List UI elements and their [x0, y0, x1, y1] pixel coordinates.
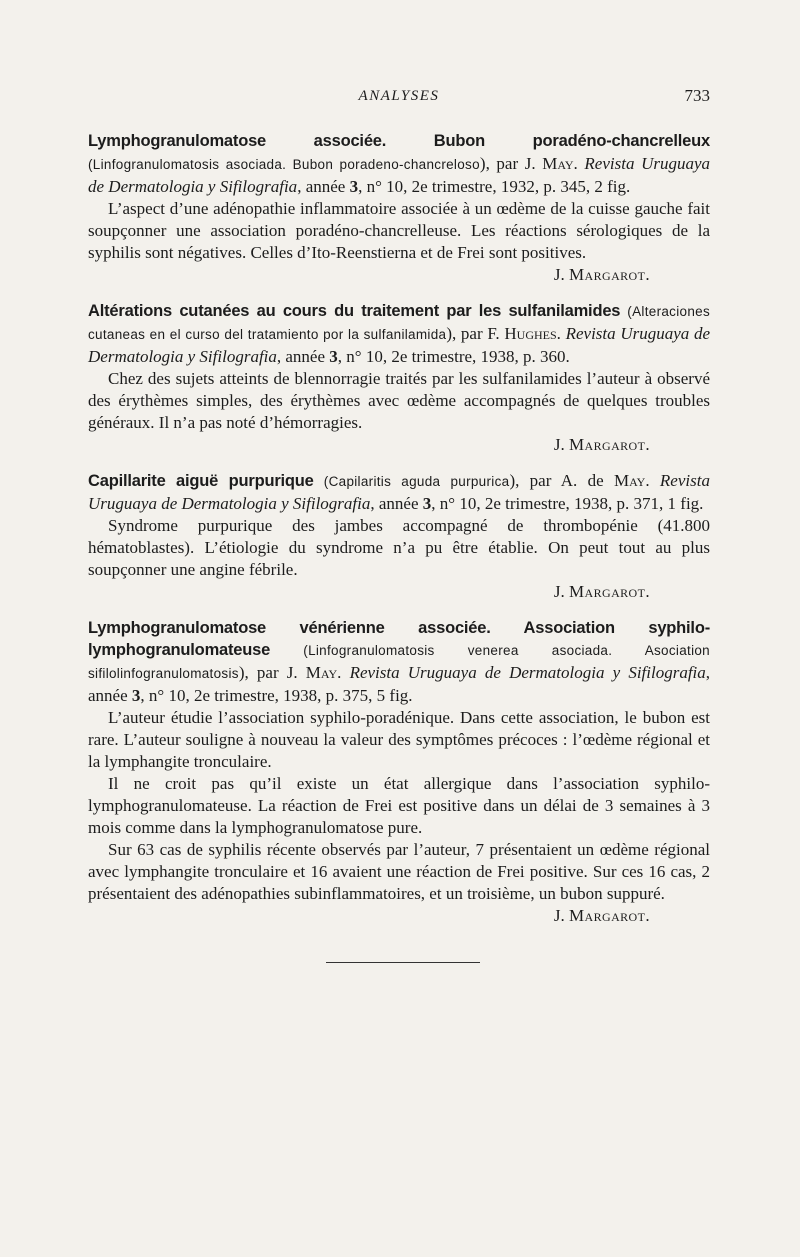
- spanish-title: Capilaritis aguda purpurica: [328, 474, 510, 489]
- spanish-title: Alteraciones cutaneas en el curso del tratamiento por la sulfanilamida: [88, 304, 710, 342]
- signature-initial: J.: [553, 582, 565, 601]
- abstract-paragraph: Syndrome purpurique des jambes accompagné de thrombopénie (41.800 hématoblastes). L’étiologie du syndrome n’a pu être établie. On peut tout au plus soupçonner une angine fébrile.: [88, 516, 710, 579]
- abstract-body: [88, 707, 710, 905]
- signature-initial: J.: [553, 906, 565, 925]
- page-number: 733: [684, 86, 710, 105]
- citation-details: , n° 10, 2e trimestre, 1938, p. 375, 5 fig.: [140, 686, 413, 705]
- abstract-entry: [88, 130, 710, 286]
- translation-open: (: [270, 643, 309, 658]
- abstract-paragraph: Il ne croit pas qu’il existe un état allergique dans l’association syphilo-lymphogranulomateuse. La réaction de Frei est positive dans un délai de 3 semaines à 3 mois comme dans la lymphogranulomatose pure.: [88, 774, 710, 837]
- translation-open: (: [88, 157, 93, 172]
- translation-close: ), par F.: [446, 324, 505, 343]
- end-rule: [326, 962, 480, 963]
- signature-initial: J.: [553, 435, 565, 454]
- annee-label: , année: [88, 663, 711, 705]
- abstract-paragraph: L’auteur étudie l’association syphilo-poradénique. Dans cette association, le bubon est rare. L’auteur souligne à nouveau la valeur des symptômes précoces : l’œdème régional et la lymphangite tronculaire.: [88, 708, 710, 771]
- author-name: Hughes.: [504, 324, 561, 343]
- signature-name: Margarot.: [569, 435, 650, 454]
- abstract-entry: [88, 617, 710, 927]
- translation-open: (: [313, 474, 329, 489]
- abstract-entry: [88, 470, 710, 603]
- section-title: ANALYSES: [358, 88, 440, 104]
- journal-name: Revista Uruguaya de Dermatologia y Sifilografia: [88, 471, 710, 513]
- signature-name: Margarot.: [569, 582, 650, 601]
- entry-heading: [88, 617, 710, 707]
- article-title: Capillarite aiguë purpurique: [88, 472, 314, 490]
- abstract-paragraph: Sur 63 cas de syphilis récente observés par l’auteur, 7 présentaient un œdème régional avec lymphangite tronculaire et 16 avaient une réaction de Frei positive. Sur ces 16 cas, 2 présentaient des adénopathies subinflammatoires, et un troisième, un bubon suppuré.: [88, 840, 710, 903]
- abstract-body: [88, 198, 710, 264]
- signature: [88, 905, 710, 927]
- entry-heading: [88, 300, 710, 368]
- translation-close: ), par J.: [238, 663, 306, 682]
- running-head: [88, 86, 710, 114]
- author-name: May.: [542, 154, 578, 173]
- annee-number: 3: [131, 686, 141, 705]
- translation-open: (: [620, 304, 633, 319]
- abstract-entry: [88, 300, 710, 456]
- abstract-paragraph: L’aspect d’une adénopathie inflammatoire associée à un œdème de la cuisse gauche fait soupçonner une association poradéno-chancrelleuse. Les réactions sérologiques de la syphilis sont négatives. Celles d’Ito-Reenstierna et de Frei sont positives.: [88, 199, 710, 262]
- journal-name: Revista Uruguaya de Dermatologia y Sifilografia: [349, 663, 706, 682]
- annee-label: , année: [276, 347, 330, 366]
- citation-details: , n° 10, 2e trimestre, 1938, p. 360.: [337, 347, 570, 366]
- signature: [88, 581, 710, 603]
- translation-close: ), par A. de: [509, 471, 614, 490]
- citation-details: , n° 10, 2e trimestre, 1938, p. 371, 1 fig.: [431, 494, 704, 513]
- annee-number: 3: [329, 347, 338, 366]
- abstract-paragraph: Chez des sujets atteints de blennorragie traités par les sulfanilamides l’auteur à observé des érythèmes simples, des érythèmes avec œdème accompagnés de quelques troubles généraux. Il n’a pas noté d’hémorragies.: [88, 369, 710, 432]
- journal-name: Revista Uruguaya de Dermatologia y Sifilografia: [88, 324, 711, 366]
- abstract-body: [88, 515, 710, 581]
- article-title: Lymphogranulomatose associée. Bubon poradéno-chancrelleux: [88, 132, 710, 150]
- author-name: May.: [305, 663, 342, 682]
- abstract-body: [88, 368, 710, 434]
- article-title: Lymphogranulomatose vénérienne associée. Association syphilo-lymphogranulomateuse: [88, 619, 710, 659]
- article-title: Altérations cutanées au cours du traitement par les sulfanilamides: [88, 302, 621, 320]
- author-name: May.: [613, 471, 650, 490]
- entry-heading: [88, 130, 710, 198]
- annee-number: 3: [349, 177, 359, 196]
- annee-number: 3: [422, 494, 432, 513]
- annee-label: , année: [297, 177, 350, 196]
- spanish-title: Linfogranulomatosis venerea asociada. Asociation sifilolinfogranulomatosis: [88, 643, 710, 681]
- spanish-title: Linfogranulomatosis asociada. Bubon poradeno-chancreloso: [92, 157, 480, 172]
- signature-name: Margarot.: [569, 265, 650, 284]
- signature: [88, 264, 710, 286]
- signature: [88, 434, 710, 456]
- abstracts-list: [88, 130, 710, 927]
- journal-name: Revista Uruguaya de Dermatologia y Sifilografia: [88, 154, 711, 196]
- signature-name: Margarot.: [569, 906, 650, 925]
- journal-page: [88, 0, 710, 927]
- signature-initial: J.: [553, 265, 565, 284]
- entry-heading: [88, 470, 710, 515]
- translation-close: ), par J.: [479, 154, 543, 173]
- citation-details: , n° 10, 2e trimestre, 1932, p. 345, 2 fig.: [358, 177, 631, 196]
- annee-label: , année: [370, 494, 423, 513]
